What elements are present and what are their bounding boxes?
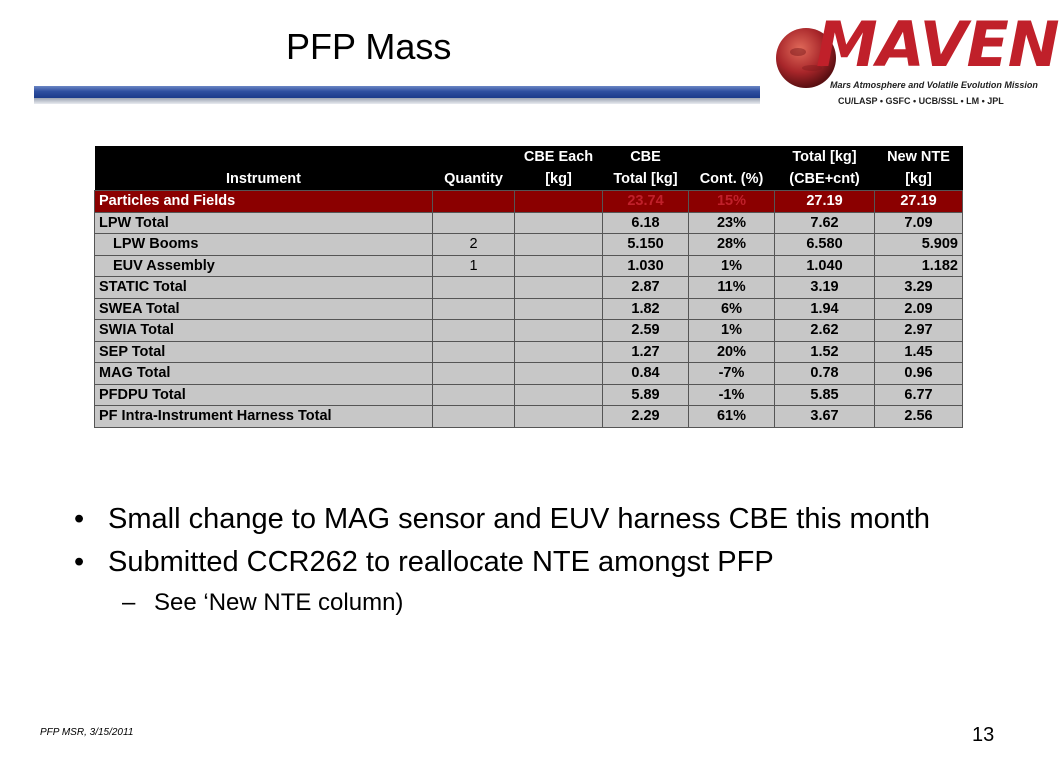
- cbe-each-cell: [515, 255, 603, 277]
- bullet-text: Small change to MAG sensor and EUV harness CBE this month: [108, 503, 931, 535]
- nte-cell: 1.182: [875, 255, 963, 277]
- cont-cell: 15%: [689, 191, 775, 213]
- table-row: [95, 255, 963, 277]
- slide-footer: PFP MSR, 3/15/2011: [40, 727, 134, 738]
- total-cell: 27.19: [775, 191, 875, 213]
- cbe-total-cell: 1.27: [603, 341, 689, 363]
- quantity-cell: [433, 298, 515, 320]
- cbe-each-cell: [515, 320, 603, 342]
- nte-cell: 2.09: [875, 298, 963, 320]
- quantity-cell: 2: [433, 234, 515, 256]
- maven-logo: [772, 8, 1059, 112]
- page-number: 13: [972, 724, 995, 746]
- logo-wordmark: MAVEN: [816, 8, 1059, 81]
- total-cell: 7.62: [775, 212, 875, 234]
- cbe-total-cell: 5.89: [603, 384, 689, 406]
- cbe-total-cell: 1.030: [603, 255, 689, 277]
- quantity-cell: [433, 406, 515, 428]
- bullet-dash-icon: –: [122, 589, 136, 616]
- instrument-name: EUV Assembly: [95, 255, 433, 277]
- cont-cell: 23%: [689, 212, 775, 234]
- cbe-each-cell: [515, 191, 603, 213]
- quantity-cell: [433, 384, 515, 406]
- bullet-dot-icon: •: [74, 503, 85, 535]
- header-new-nte: New NTE: [875, 146, 963, 168]
- cont-cell: 20%: [689, 341, 775, 363]
- cbe-each-cell: [515, 406, 603, 428]
- cbe-total-cell: 23.74: [603, 191, 689, 213]
- total-cell: 2.62: [775, 320, 875, 342]
- header-total-unit: (CBE+cnt): [775, 168, 875, 191]
- total-cell: 3.67: [775, 406, 875, 428]
- cbe-each-cell: [515, 341, 603, 363]
- header-total: Total [kg]: [775, 146, 875, 168]
- table-row: [95, 406, 963, 428]
- bullet-list: [74, 500, 954, 620]
- bullet-dot-icon: •: [74, 546, 85, 578]
- cbe-total-cell: 6.18: [603, 212, 689, 234]
- quantity-cell: [433, 191, 515, 213]
- nte-cell: 5.909: [875, 234, 963, 256]
- total-cell: 0.78: [775, 363, 875, 385]
- cbe-each-cell: [515, 234, 603, 256]
- nte-cell: 2.97: [875, 320, 963, 342]
- logo-subtitle: Mars Atmosphere and Volatile Evolution Mission: [830, 80, 1038, 90]
- instrument-name: SWIA Total: [95, 320, 433, 342]
- cont-cell: 1%: [689, 320, 775, 342]
- table-row: [95, 212, 963, 234]
- instrument-name: STATIC Total: [95, 277, 433, 299]
- total-cell: 3.19: [775, 277, 875, 299]
- header-new-nte-unit: [kg]: [875, 168, 963, 191]
- cbe-each-cell: [515, 277, 603, 299]
- cont-cell: 6%: [689, 298, 775, 320]
- table-row: [95, 234, 963, 256]
- quantity-cell: [433, 341, 515, 363]
- table-row: [95, 320, 963, 342]
- table-row: [95, 363, 963, 385]
- bullet-item: [74, 500, 954, 539]
- header-cbe-total: CBE: [603, 146, 689, 168]
- total-cell: 1.040: [775, 255, 875, 277]
- nte-cell: 27.19: [875, 191, 963, 213]
- title-underline-bar: [34, 86, 760, 98]
- cbe-total-cell: 2.87: [603, 277, 689, 299]
- bullet-text: Submitted CCR262 to reallocate NTE amongst PFP: [108, 546, 774, 578]
- quantity-cell: [433, 277, 515, 299]
- quantity-cell: [433, 320, 515, 342]
- header-instrument: Instrument: [95, 168, 433, 191]
- instrument-name: PFDPU Total: [95, 384, 433, 406]
- table-header-row: [95, 168, 963, 191]
- mass-table: [94, 146, 963, 428]
- header-cbe-each: CBE Each: [515, 146, 603, 168]
- cont-cell: 1%: [689, 255, 775, 277]
- bullet-item: [74, 543, 954, 582]
- cbe-total-cell: 2.29: [603, 406, 689, 428]
- instrument-name: MAG Total: [95, 363, 433, 385]
- sub-bullet-item: [74, 586, 954, 620]
- nte-cell: 2.56: [875, 406, 963, 428]
- cbe-each-cell: [515, 298, 603, 320]
- quantity-cell: [433, 212, 515, 234]
- table-row: [95, 277, 963, 299]
- nte-cell: 0.96: [875, 363, 963, 385]
- cbe-each-cell: [515, 212, 603, 234]
- total-cell: 1.52: [775, 341, 875, 363]
- table-row: [95, 384, 963, 406]
- header-cbe-total-unit: Total [kg]: [603, 168, 689, 191]
- cbe-total-cell: 5.150: [603, 234, 689, 256]
- instrument-name: SEP Total: [95, 341, 433, 363]
- title-underline-shadow: [34, 98, 760, 104]
- nte-cell: 1.45: [875, 341, 963, 363]
- cont-cell: 61%: [689, 406, 775, 428]
- cbe-total-cell: 2.59: [603, 320, 689, 342]
- header-cbe-each-unit: [kg]: [515, 168, 603, 191]
- total-cell: 5.85: [775, 384, 875, 406]
- header-quantity: Quantity: [433, 168, 515, 191]
- instrument-name: LPW Booms: [95, 234, 433, 256]
- cont-cell: 11%: [689, 277, 775, 299]
- cont-cell: 28%: [689, 234, 775, 256]
- logo-partners: CU/LASP • GSFC • UCB/SSL • LM • JPL: [838, 96, 1004, 106]
- instrument-name: Particles and Fields: [95, 191, 433, 213]
- quantity-cell: [433, 363, 515, 385]
- instrument-name: SWEA Total: [95, 298, 433, 320]
- cont-cell: -1%: [689, 384, 775, 406]
- cbe-each-cell: [515, 384, 603, 406]
- cbe-total-cell: 1.82: [603, 298, 689, 320]
- cont-cell: -7%: [689, 363, 775, 385]
- instrument-name: PF Intra-Instrument Harness Total: [95, 406, 433, 428]
- slide-title: PFP Mass: [286, 26, 452, 67]
- nte-cell: 6.77: [875, 384, 963, 406]
- cbe-each-cell: [515, 363, 603, 385]
- header-cont: Cont. (%): [689, 168, 775, 191]
- total-cell: 6.580: [775, 234, 875, 256]
- table-row: [95, 341, 963, 363]
- total-cell: 1.94: [775, 298, 875, 320]
- sub-bullet-text: See ‘New NTE column): [154, 589, 404, 616]
- table-row: [95, 298, 963, 320]
- nte-cell: 3.29: [875, 277, 963, 299]
- instrument-name: LPW Total: [95, 212, 433, 234]
- table-row: [95, 191, 963, 213]
- quantity-cell: 1: [433, 255, 515, 277]
- table-header-row: [95, 146, 963, 168]
- cbe-total-cell: 0.84: [603, 363, 689, 385]
- nte-cell: 7.09: [875, 212, 963, 234]
